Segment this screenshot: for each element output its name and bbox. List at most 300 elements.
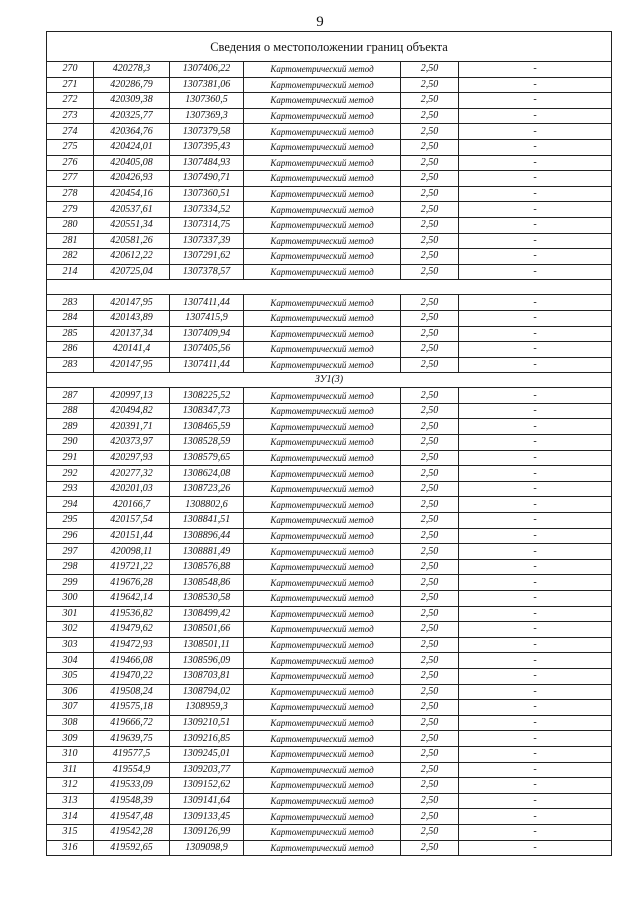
table-row: [47, 793, 612, 809]
accuracy-cell: 2,50: [401, 731, 459, 747]
point-number-cell: 281: [47, 233, 94, 249]
method-cell: Картометрический метод: [244, 403, 401, 419]
y-coordinate-cell: 1309245,01: [170, 746, 244, 762]
x-coordinate-cell: 420201,03: [94, 481, 170, 497]
accuracy-cell: 2,50: [401, 684, 459, 700]
y-coordinate-cell: 1307409,94: [170, 326, 244, 342]
description-cell: -: [459, 419, 612, 435]
accuracy-cell: 2,50: [401, 342, 459, 358]
description-cell: -: [459, 388, 612, 404]
table-row: [47, 108, 612, 124]
x-coordinate-cell: 420325,77: [94, 108, 170, 124]
point-number-cell: 276: [47, 155, 94, 171]
method-cell: Картометрический метод: [244, 326, 401, 342]
accuracy-cell: 2,50: [401, 388, 459, 404]
point-number-cell: 278: [47, 186, 94, 202]
x-coordinate-cell: 420612,22: [94, 249, 170, 265]
x-coordinate-cell: 420147,95: [94, 357, 170, 373]
y-coordinate-cell: 1307379,58: [170, 124, 244, 140]
accuracy-cell: 2,50: [401, 513, 459, 529]
y-coordinate-cell: 1309203,77: [170, 762, 244, 778]
y-coordinate-cell: 1308576,88: [170, 559, 244, 575]
x-coordinate-cell: 419470,22: [94, 668, 170, 684]
method-cell: Картометрический метод: [244, 715, 401, 731]
description-cell: -: [459, 357, 612, 373]
x-coordinate-cell: 419639,75: [94, 731, 170, 747]
x-coordinate-cell: 420551,34: [94, 217, 170, 233]
description-cell: -: [459, 93, 612, 109]
table-title-row: [47, 32, 612, 62]
description-cell: -: [459, 591, 612, 607]
x-coordinate-cell: 420537,61: [94, 202, 170, 218]
x-coordinate-cell: 420373,97: [94, 435, 170, 451]
table-row: [47, 310, 612, 326]
x-coordinate-cell: 419575,18: [94, 700, 170, 716]
method-cell: Картометрический метод: [244, 684, 401, 700]
y-coordinate-cell: 1308959,3: [170, 700, 244, 716]
point-number-cell: 296: [47, 528, 94, 544]
point-number-cell: 308: [47, 715, 94, 731]
y-coordinate-cell: 1308528,59: [170, 435, 244, 451]
table-row: [47, 202, 612, 218]
description-cell: -: [459, 295, 612, 311]
x-coordinate-cell: 420147,95: [94, 295, 170, 311]
table-row: [47, 575, 612, 591]
point-number-cell: 314: [47, 809, 94, 825]
description-cell: -: [459, 809, 612, 825]
table-row: [47, 233, 612, 249]
accuracy-cell: 2,50: [401, 746, 459, 762]
table-row: [47, 62, 612, 78]
accuracy-cell: 2,50: [401, 233, 459, 249]
y-coordinate-cell: 1308548,86: [170, 575, 244, 591]
x-coordinate-cell: 420997,13: [94, 388, 170, 404]
y-coordinate-cell: 1307291,62: [170, 249, 244, 265]
point-number-cell: 310: [47, 746, 94, 762]
point-number-cell: 315: [47, 824, 94, 840]
point-number-cell: 291: [47, 450, 94, 466]
x-coordinate-cell: 419508,24: [94, 684, 170, 700]
method-cell: Картометрический метод: [244, 591, 401, 607]
point-number-cell: 304: [47, 653, 94, 669]
accuracy-cell: 2,50: [401, 466, 459, 482]
method-cell: Картометрический метод: [244, 559, 401, 575]
table-row: [47, 466, 612, 482]
method-cell: Картометрический метод: [244, 310, 401, 326]
x-coordinate-cell: 420278,3: [94, 62, 170, 78]
y-coordinate-cell: 1307314,75: [170, 217, 244, 233]
page-number: 9: [316, 14, 324, 30]
table-row: [47, 403, 612, 419]
y-coordinate-cell: 1308225,52: [170, 388, 244, 404]
y-coordinate-cell: 1307381,06: [170, 77, 244, 93]
y-coordinate-cell: 1308530,58: [170, 591, 244, 607]
y-coordinate-cell: 1307360,5: [170, 93, 244, 109]
y-coordinate-cell: 1308501,11: [170, 637, 244, 653]
point-number-cell: 297: [47, 544, 94, 560]
table-row: [47, 528, 612, 544]
point-number-cell: 295: [47, 513, 94, 529]
description-cell: -: [459, 139, 612, 155]
x-coordinate-cell: 419533,09: [94, 778, 170, 794]
description-cell: -: [459, 793, 612, 809]
accuracy-cell: 2,50: [401, 450, 459, 466]
section-heading-row: [47, 373, 612, 388]
table-row: [47, 622, 612, 638]
description-cell: -: [459, 217, 612, 233]
table-row: [47, 249, 612, 265]
table-row: [47, 840, 612, 856]
accuracy-cell: 2,50: [401, 108, 459, 124]
x-coordinate-cell: 420725,04: [94, 264, 170, 280]
point-number-cell: 283: [47, 357, 94, 373]
point-number-cell: 312: [47, 778, 94, 794]
separator-row: [47, 280, 612, 295]
x-coordinate-cell: 420098,11: [94, 544, 170, 560]
method-cell: Картометрический метод: [244, 731, 401, 747]
x-coordinate-cell: 420494,82: [94, 403, 170, 419]
point-number-cell: 274: [47, 124, 94, 140]
y-coordinate-cell: 1308499,42: [170, 606, 244, 622]
description-cell: -: [459, 326, 612, 342]
table-row: [47, 684, 612, 700]
y-coordinate-cell: 1308881,49: [170, 544, 244, 560]
method-cell: Картометрический метод: [244, 824, 401, 840]
table-row: [47, 435, 612, 451]
x-coordinate-cell: 419642,14: [94, 591, 170, 607]
table-row: [47, 264, 612, 280]
point-number-cell: 299: [47, 575, 94, 591]
description-cell: -: [459, 249, 612, 265]
point-number-cell: 300: [47, 591, 94, 607]
y-coordinate-cell: 1307484,93: [170, 155, 244, 171]
point-number-cell: 290: [47, 435, 94, 451]
x-coordinate-cell: 419536,82: [94, 606, 170, 622]
accuracy-cell: 2,50: [401, 497, 459, 513]
description-cell: -: [459, 342, 612, 358]
point-number-cell: 305: [47, 668, 94, 684]
method-cell: Картометрический метод: [244, 653, 401, 669]
y-coordinate-cell: 1307490,71: [170, 171, 244, 187]
point-number-cell: 307: [47, 700, 94, 716]
description-cell: -: [459, 310, 612, 326]
y-coordinate-cell: 1308624,08: [170, 466, 244, 482]
point-number-cell: 311: [47, 762, 94, 778]
x-coordinate-cell: 419721,22: [94, 559, 170, 575]
accuracy-cell: 2,50: [401, 840, 459, 856]
x-coordinate-cell: 420364,76: [94, 124, 170, 140]
method-cell: Картометрический метод: [244, 513, 401, 529]
table-row: [47, 357, 612, 373]
x-coordinate-cell: 420426,93: [94, 171, 170, 187]
description-cell: -: [459, 497, 612, 513]
table-row: [47, 591, 612, 607]
x-coordinate-cell: 419666,72: [94, 715, 170, 731]
method-cell: Картометрический метод: [244, 249, 401, 265]
accuracy-cell: 2,50: [401, 357, 459, 373]
x-coordinate-cell: 419676,28: [94, 575, 170, 591]
y-coordinate-cell: 1307378,57: [170, 264, 244, 280]
method-cell: Картометрический метод: [244, 544, 401, 560]
method-cell: Картометрический метод: [244, 93, 401, 109]
description-cell: -: [459, 637, 612, 653]
y-coordinate-cell: 1308802,6: [170, 497, 244, 513]
accuracy-cell: 2,50: [401, 217, 459, 233]
x-coordinate-cell: 419472,93: [94, 637, 170, 653]
x-coordinate-cell: 420157,54: [94, 513, 170, 529]
accuracy-cell: 2,50: [401, 326, 459, 342]
method-cell: Картометрический метод: [244, 295, 401, 311]
table-row: [47, 481, 612, 497]
y-coordinate-cell: 1308579,65: [170, 450, 244, 466]
table-row: [47, 497, 612, 513]
accuracy-cell: 2,50: [401, 809, 459, 825]
x-coordinate-cell: 419548,39: [94, 793, 170, 809]
y-coordinate-cell: 1307415,9: [170, 310, 244, 326]
description-cell: -: [459, 466, 612, 482]
description-cell: -: [459, 778, 612, 794]
point-number-cell: 214: [47, 264, 94, 280]
x-coordinate-cell: 420277,32: [94, 466, 170, 482]
table-row: [47, 513, 612, 529]
point-number-cell: 286: [47, 342, 94, 358]
table-row: [47, 342, 612, 358]
table-row: [47, 606, 612, 622]
y-coordinate-cell: 1309098,9: [170, 840, 244, 856]
description-cell: -: [459, 668, 612, 684]
method-cell: Картометрический метод: [244, 450, 401, 466]
accuracy-cell: 2,50: [401, 124, 459, 140]
accuracy-cell: 2,50: [401, 403, 459, 419]
method-cell: Картометрический метод: [244, 108, 401, 124]
accuracy-cell: 2,50: [401, 139, 459, 155]
description-cell: -: [459, 202, 612, 218]
y-coordinate-cell: 1308794,02: [170, 684, 244, 700]
y-coordinate-cell: 1307406,22: [170, 62, 244, 78]
table-row: [47, 124, 612, 140]
description-cell: -: [459, 559, 612, 575]
accuracy-cell: 2,50: [401, 481, 459, 497]
accuracy-cell: 2,50: [401, 591, 459, 607]
method-cell: Картометрический метод: [244, 840, 401, 856]
table-row: [47, 668, 612, 684]
point-number-cell: 288: [47, 403, 94, 419]
description-cell: -: [459, 186, 612, 202]
method-cell: Картометрический метод: [244, 637, 401, 653]
point-number-cell: 287: [47, 388, 94, 404]
point-number-cell: 272: [47, 93, 94, 109]
accuracy-cell: 2,50: [401, 606, 459, 622]
method-cell: Картометрический метод: [244, 622, 401, 638]
point-number-cell: 289: [47, 419, 94, 435]
accuracy-cell: 2,50: [401, 171, 459, 187]
table-row: [47, 77, 612, 93]
method-cell: Картометрический метод: [244, 668, 401, 684]
y-coordinate-cell: 1309141,64: [170, 793, 244, 809]
method-cell: Картометрический метод: [244, 762, 401, 778]
table-row: [47, 171, 612, 187]
y-coordinate-cell: 1308347,73: [170, 403, 244, 419]
x-coordinate-cell: 420391,71: [94, 419, 170, 435]
description-cell: -: [459, 575, 612, 591]
accuracy-cell: 2,50: [401, 62, 459, 78]
method-cell: Картометрический метод: [244, 419, 401, 435]
x-coordinate-cell: 420286,79: [94, 77, 170, 93]
method-cell: Картометрический метод: [244, 528, 401, 544]
y-coordinate-cell: 1307405,56: [170, 342, 244, 358]
point-number-cell: 273: [47, 108, 94, 124]
accuracy-cell: 2,50: [401, 762, 459, 778]
point-number-cell: 303: [47, 637, 94, 653]
description-cell: -: [459, 840, 612, 856]
method-cell: Картометрический метод: [244, 202, 401, 218]
accuracy-cell: 2,50: [401, 559, 459, 575]
point-number-cell: 285: [47, 326, 94, 342]
point-number-cell: 306: [47, 684, 94, 700]
table-row: [47, 762, 612, 778]
y-coordinate-cell: 1309210,51: [170, 715, 244, 731]
table-row: [47, 809, 612, 825]
y-coordinate-cell: 1308896,44: [170, 528, 244, 544]
description-cell: -: [459, 700, 612, 716]
method-cell: Картометрический метод: [244, 388, 401, 404]
method-cell: Картометрический метод: [244, 186, 401, 202]
table-row: [47, 715, 612, 731]
accuracy-cell: 2,50: [401, 310, 459, 326]
y-coordinate-cell: 1309152,62: [170, 778, 244, 794]
accuracy-cell: 2,50: [401, 622, 459, 638]
x-coordinate-cell: 420297,93: [94, 450, 170, 466]
y-coordinate-cell: 1307369,3: [170, 108, 244, 124]
description-cell: -: [459, 62, 612, 78]
description-cell: -: [459, 403, 612, 419]
table-row: [47, 186, 612, 202]
point-number-cell: 301: [47, 606, 94, 622]
description-cell: -: [459, 481, 612, 497]
y-coordinate-cell: 1309133,45: [170, 809, 244, 825]
y-coordinate-cell: 1309216,85: [170, 731, 244, 747]
accuracy-cell: 2,50: [401, 77, 459, 93]
method-cell: Картометрический метод: [244, 575, 401, 591]
point-number-cell: 277: [47, 171, 94, 187]
table-row: [47, 217, 612, 233]
accuracy-cell: 2,50: [401, 715, 459, 731]
method-cell: Картометрический метод: [244, 357, 401, 373]
point-number-cell: 283: [47, 295, 94, 311]
table-row: [47, 731, 612, 747]
x-coordinate-cell: 419479,62: [94, 622, 170, 638]
table-row: [47, 139, 612, 155]
section-heading: ЗУ1(3): [47, 373, 612, 388]
table-row: [47, 388, 612, 404]
accuracy-cell: 2,50: [401, 700, 459, 716]
accuracy-cell: 2,50: [401, 575, 459, 591]
accuracy-cell: 2,50: [401, 653, 459, 669]
x-coordinate-cell: 420405,08: [94, 155, 170, 171]
accuracy-cell: 2,50: [401, 155, 459, 171]
accuracy-cell: 2,50: [401, 637, 459, 653]
section-heading: [47, 280, 612, 295]
description-cell: -: [459, 77, 612, 93]
description-cell: -: [459, 435, 612, 451]
description-cell: -: [459, 622, 612, 638]
accuracy-cell: 2,50: [401, 793, 459, 809]
description-cell: -: [459, 108, 612, 124]
method-cell: Картометрический метод: [244, 139, 401, 155]
y-coordinate-cell: 1308723,26: [170, 481, 244, 497]
y-coordinate-cell: 1309126,99: [170, 824, 244, 840]
table-row: [47, 544, 612, 560]
point-number-cell: 302: [47, 622, 94, 638]
description-cell: -: [459, 450, 612, 466]
method-cell: Картометрический метод: [244, 793, 401, 809]
method-cell: Картометрический метод: [244, 746, 401, 762]
point-number-cell: 271: [47, 77, 94, 93]
table-row: [47, 824, 612, 840]
x-coordinate-cell: 420143,89: [94, 310, 170, 326]
accuracy-cell: 2,50: [401, 435, 459, 451]
x-coordinate-cell: 419592,65: [94, 840, 170, 856]
table-row: [47, 637, 612, 653]
point-number-cell: 316: [47, 840, 94, 856]
description-cell: -: [459, 528, 612, 544]
point-number-cell: 293: [47, 481, 94, 497]
method-cell: Картометрический метод: [244, 700, 401, 716]
table-row: [47, 746, 612, 762]
accuracy-cell: 2,50: [401, 249, 459, 265]
description-cell: -: [459, 824, 612, 840]
description-cell: -: [459, 171, 612, 187]
accuracy-cell: 2,50: [401, 264, 459, 280]
point-number-cell: 279: [47, 202, 94, 218]
table-title: Сведения о местоположении границ объекта: [47, 32, 612, 62]
point-number-cell: 313: [47, 793, 94, 809]
x-coordinate-cell: 420581,26: [94, 233, 170, 249]
table-row: [47, 559, 612, 575]
point-number-cell: 309: [47, 731, 94, 747]
description-cell: -: [459, 264, 612, 280]
description-cell: -: [459, 513, 612, 529]
accuracy-cell: 2,50: [401, 778, 459, 794]
x-coordinate-cell: 420151,44: [94, 528, 170, 544]
y-coordinate-cell: 1307360,51: [170, 186, 244, 202]
table-row: [47, 450, 612, 466]
x-coordinate-cell: 420166,7: [94, 497, 170, 513]
method-cell: Картометрический метод: [244, 77, 401, 93]
method-cell: Картометрический метод: [244, 342, 401, 358]
table-row: [47, 653, 612, 669]
description-cell: -: [459, 233, 612, 249]
method-cell: Картометрический метод: [244, 264, 401, 280]
point-number-cell: 294: [47, 497, 94, 513]
method-cell: Картометрический метод: [244, 778, 401, 794]
method-cell: Картометрический метод: [244, 466, 401, 482]
point-number-cell: 292: [47, 466, 94, 482]
method-cell: Картометрический метод: [244, 497, 401, 513]
accuracy-cell: 2,50: [401, 202, 459, 218]
y-coordinate-cell: 1307395,43: [170, 139, 244, 155]
y-coordinate-cell: 1307411,44: [170, 295, 244, 311]
point-number-cell: 298: [47, 559, 94, 575]
description-cell: -: [459, 606, 612, 622]
description-cell: -: [459, 544, 612, 560]
point-number-cell: 270: [47, 62, 94, 78]
y-coordinate-cell: 1307411,44: [170, 357, 244, 373]
table-row: [47, 155, 612, 171]
method-cell: Картометрический метод: [244, 233, 401, 249]
x-coordinate-cell: 419577,5: [94, 746, 170, 762]
accuracy-cell: 2,50: [401, 824, 459, 840]
